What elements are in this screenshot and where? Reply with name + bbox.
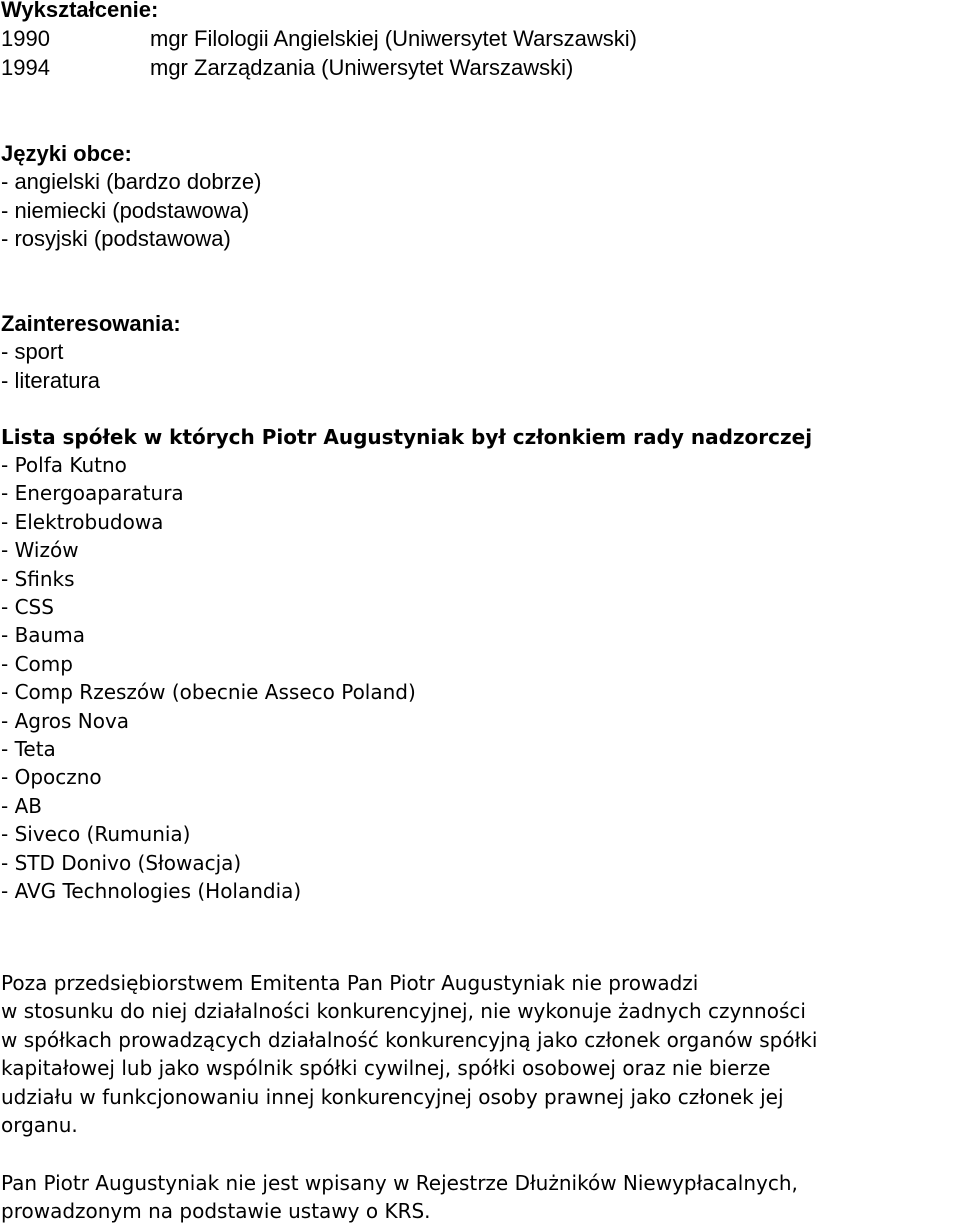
company-item: - Polfa Kutno — [1, 453, 127, 477]
education-year: 1990 — [1, 26, 50, 51]
statement-line: udziału w funkcjonowaniu innej konkurencyjnej osoby prawnej jako członek jej — [1, 1084, 784, 1109]
education-entry — [1, 55, 573, 81]
statement-line: w stosunku do niej działalności konkurencyjnej, nie wykonuje żadnych czynności — [1, 999, 806, 1024]
interest-item: - sport — [1, 339, 64, 364]
company-item: - CSS — [1, 595, 54, 619]
company-item: - Comp Rzeszów (obecnie Asseco Poland) — [1, 680, 416, 704]
statement-line: prowadzonym na podstawie ustawy o KRS. — [1, 1199, 431, 1224]
company-item: - Wizów — [1, 538, 79, 562]
education-entry — [1, 26, 637, 52]
company-item: - STD Donivo (Słowacja) — [1, 851, 242, 875]
statement-line: w spółkach prowadzących działalność konkurencyjną jako członek organów spółki — [1, 1027, 818, 1052]
education-heading: Wykształcenie: — [1, 0, 159, 22]
statement-line: Pan Piotr Augustyniak nie jest wpisany w Rejestrze Dłużników Niewypłacalnych, — [1, 1171, 798, 1195]
company-item: - Comp — [1, 652, 73, 676]
company-item: - AVG Technologies (Holandia) — [1, 879, 302, 903]
non-compete-statement — [1, 969, 959, 1139]
company-item: - Teta — [1, 737, 56, 761]
company-item: - Elektrobudowa — [1, 510, 164, 534]
statement-line: Poza przedsiębiorstwem Emitenta Pan Piotr Augustyniak nie prowadzi — [1, 971, 699, 995]
boards-heading: Lista spółek w których Piotr Augustyniak był członkiem rady nadzorczej — [1, 425, 813, 449]
education-degree: mgr Zarządzania (Uniwersytet Warszawski) — [150, 55, 574, 80]
language-item: - angielski (bardzo dobrze) — [1, 169, 262, 194]
language-item: - niemiecki (podstawowa) — [1, 198, 250, 223]
company-item: - Siveco (Rumunia) — [1, 822, 191, 846]
company-item: - AB — [1, 794, 42, 818]
statement-line: kapitałowej lub jako wspólnik spółki cywilnej, spółki osobowej oraz nie bierze — [1, 1056, 771, 1081]
languages-heading: Języki obce: — [1, 141, 132, 166]
company-item: - Opoczno — [1, 765, 102, 789]
debtors-register-statement — [1, 1169, 959, 1226]
company-item: - Bauma — [1, 623, 85, 647]
company-item: - Energoaparatura — [1, 481, 184, 505]
language-item: - rosyjski (podstawowa) — [1, 226, 231, 251]
interest-item: - literatura — [1, 368, 101, 393]
interests-heading: Zainteresowania: — [1, 311, 181, 336]
company-item: - Agros Nova — [1, 709, 130, 733]
education-year: 1994 — [1, 55, 50, 80]
statement-line: organu. — [1, 1113, 78, 1138]
education-degree: mgr Filologii Angielskiej (Uniwersytet Warszawski) — [150, 26, 637, 51]
company-item: - Sfinks — [1, 567, 75, 591]
